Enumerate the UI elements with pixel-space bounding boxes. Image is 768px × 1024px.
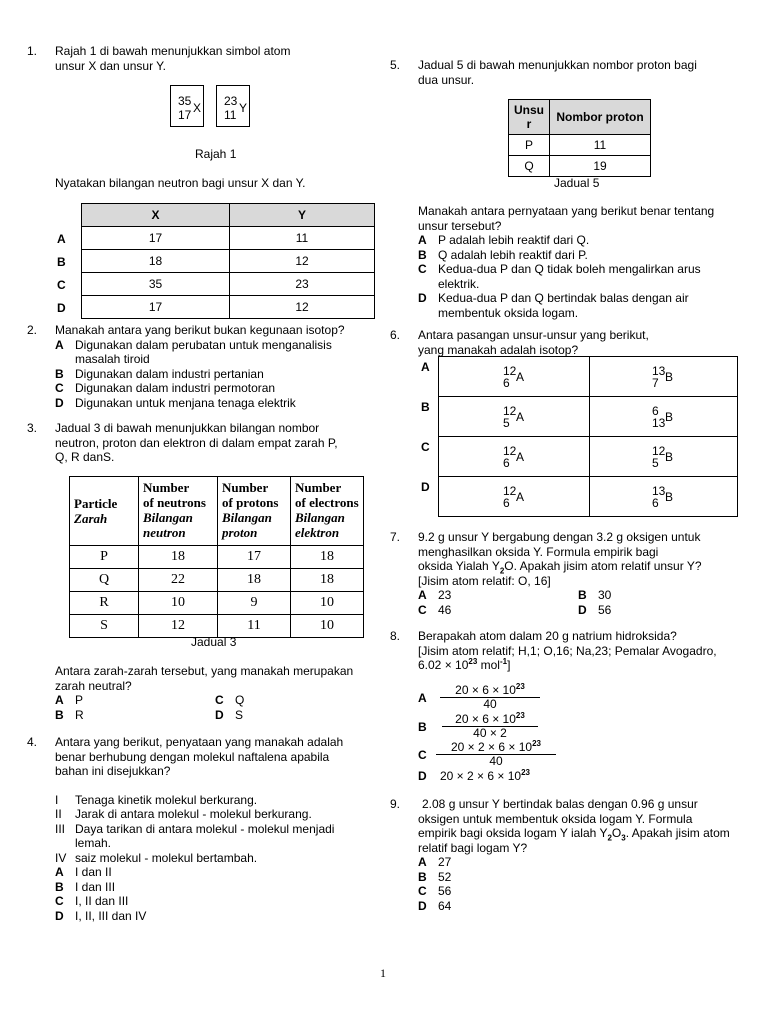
question-text: unsur X dan unsur Y. [55, 58, 166, 73]
question-text: Jadual 5 di bawah menunjukkan nombor proton bagi [418, 58, 697, 72]
question-text: Jadual 3 di bawah menunjukkan bilangan nombor [55, 421, 320, 435]
option-label: B [418, 720, 427, 734]
table-header: Nombor proton [550, 100, 651, 135]
question-text: Nyatakan bilangan neutron bagi unsur X dan Y. [55, 176, 306, 190]
option: B Q adalah lebih reaktif dari P. [418, 247, 588, 262]
question-text: oksigen untuk membentuk oksida logam Y. Formula [418, 811, 693, 826]
statement: I Tenaga kinetik molekul berkurang. [55, 792, 258, 807]
question-6 [390, 328, 750, 520]
option-continuation: elektrik. [438, 276, 480, 291]
question-text: Manakah antara yang berikut bukan kegunaan isotop? [55, 323, 345, 337]
question-text: Manakah antara pernyataan yang berikut benar tentang [418, 204, 715, 218]
table-row: 35 23 [82, 273, 375, 296]
question-text: benar berhubung dengan molekul naftalena apabila [55, 749, 330, 764]
question-number: 2. [27, 323, 38, 337]
question-text: 2.08 g unsur Y bertindak balas dengan 0.96 g unsur [422, 797, 698, 811]
option-continuation: membentuk oksida logam. [438, 305, 579, 320]
table-row: 17 12 [82, 296, 375, 319]
table-header: Number of protons Bilangan proton [218, 477, 291, 546]
numerator: $20 \times 6 \times 10^{23}$ [440, 684, 540, 698]
question-text: Rajah 1 di bawah menunjukkan simbol atom [55, 44, 291, 58]
table-row: Q 19 [509, 156, 651, 177]
statement: II Jarak di antara molekul - molekul berkurang. [55, 807, 312, 821]
question-number: 7. [390, 530, 401, 544]
question-text: oksida Yialah $Y_2O$. Apakah jisim atom relatif unsur Y? [418, 559, 702, 576]
option: D Kedua-dua P dan Q bertindak balas dengan air [418, 291, 689, 305]
fraction [440, 684, 540, 711]
question-text: Antara zarah-zarah tersebut, yang manakah merupakan [55, 664, 354, 678]
question-number: 3. [27, 421, 38, 435]
option: B I dan III [55, 879, 116, 894]
option: A Digunakan dalam perubatan untuk menganalisis [55, 337, 332, 352]
question-text: dua unsur. [418, 72, 475, 87]
option: A I dan II [55, 865, 112, 879]
particle-table [69, 476, 364, 638]
question-text: yang manakah adalah isotop? [418, 342, 579, 357]
option-label: C [421, 440, 430, 454]
question-8 [390, 629, 750, 785]
question-text: relatif bagi logam Y? [418, 840, 528, 855]
table-row: 12 5 A 6 13 B [439, 397, 738, 437]
question-number: 6. [390, 328, 401, 342]
table-row: P 18 17 18 [70, 546, 364, 569]
question-text: zarah neutral? [55, 678, 132, 693]
option-row: A P C Q [55, 693, 245, 707]
question-number: 9. [390, 797, 401, 811]
option: B Digunakan dalam industri pertanian [55, 366, 264, 381]
table-caption: Jadual 3 [191, 635, 237, 649]
numerator: $20 \times 6 \times 10^{23}$ [442, 713, 538, 727]
question-number: 1. [27, 44, 38, 58]
figure-caption: Rajah 1 [195, 147, 237, 161]
question-text: bahan ini disejukkan? [55, 764, 171, 778]
denominator: 40 × 2 [473, 726, 507, 740]
table-header: Y [230, 204, 375, 227]
table-row: 12 6 A 13 6 B [439, 477, 738, 517]
option-label: A [418, 691, 427, 705]
option-continuation: masalah tiroid [75, 352, 150, 366]
question-text: unsur tersebut? [418, 218, 502, 233]
question-number: 8. [390, 629, 401, 643]
option: A P adalah lebih reaktif dari Q. [418, 233, 590, 247]
proton-table [508, 99, 651, 177]
question-text: neutron, proton dan elektron di dalam empat zarah P, [55, 435, 338, 450]
question-number: 4. [27, 735, 38, 749]
table-row: S 12 11 10 [70, 615, 364, 638]
option-row: B R D S [55, 707, 244, 722]
answer-table [81, 203, 375, 319]
table-row: 17 11 [82, 227, 375, 250]
table-row: Q 22 18 18 [70, 569, 364, 592]
table-header: Particle Zarah [70, 477, 139, 546]
option-row: C 46 D 56 [418, 602, 612, 617]
option: B 52 [418, 869, 452, 884]
statement: III Daya tarikan di antara molekul - molekul menjadi [55, 821, 335, 836]
option-label: B [57, 255, 66, 269]
question-text: Antara yang berikut, penyataan yang manakah adalah [55, 735, 344, 749]
isotope-table [438, 356, 738, 517]
numerator: $20 \times 2 \times 6 \times 10^{23}$ [436, 741, 556, 755]
option-label: C [57, 278, 66, 292]
question-text: empirik bagi oksida logam Y ialah $Y_2O_3$. Apakah jisim atom [418, 826, 730, 843]
option: C Kedua-dua P dan Q tidak boleh mengalirkan arus [418, 262, 701, 276]
question-text: menghasilkan oksida Y. Formula empirik bagi [418, 544, 659, 559]
table-row: P 11 [509, 135, 651, 156]
atom-symbol-x: 35 17 X [170, 85, 204, 127]
denominator: 40 [489, 754, 503, 768]
option-label: B [421, 400, 430, 414]
option: D Digunakan untuk menjana tenaga elektrik [55, 395, 296, 410]
table-row: 12 6 A 13 7 B [439, 357, 738, 397]
question-text: $6.02 \times 10^{23}$ mol$^{-1}$] [418, 657, 511, 672]
table-header: X [82, 204, 230, 227]
statement-continuation: lemah. [75, 836, 112, 850]
option-label: A [57, 232, 66, 246]
option-label: C [418, 748, 427, 762]
question-text: 9.2 g unsur Y bergabung dengan 3.2 g oksigen untuk [418, 530, 701, 544]
option-label: A [421, 360, 430, 374]
fraction [436, 741, 556, 768]
question-5 [390, 58, 750, 320]
table-row: 12 6 A 12 5 B [439, 437, 738, 477]
option: D I, II, III dan IV [55, 908, 147, 923]
table-caption: Jadual 5 [554, 176, 600, 190]
statement: IV saiz molekul - molekul bertambah. [55, 850, 258, 865]
question-text: Antara pasangan unsur-unsur yang berikut, [418, 328, 649, 342]
table-header: Number of electrons Bilangan elektron [291, 477, 364, 546]
table-row: 18 12 [82, 250, 375, 273]
question-number: 5. [390, 58, 401, 72]
option: C Digunakan dalam industri permotoran [55, 381, 276, 395]
question-text: [Jisim atom relatif: O, 16] [418, 573, 551, 588]
table-header: Unsu r [509, 100, 550, 135]
denominator: 40 [483, 697, 497, 711]
option: D 64 [418, 898, 452, 913]
question-text: [Jisim atom relatif; H,1; O,16; Na,23; Pemalar Avogadro, [418, 643, 717, 658]
table-header: Number of neutrons Bilangan neutron [139, 477, 218, 546]
option: C 56 [418, 884, 452, 898]
question-1 [27, 44, 377, 314]
option-text: $20 \times 2 \times 6 \times 10^{23}$ [440, 768, 530, 783]
option-label: D [421, 480, 430, 494]
option-label: D [57, 301, 66, 315]
option-row: A 23 B 30 [418, 588, 612, 602]
question-text: Berapakah atom dalam 20 g natrium hidroksida? [418, 629, 677, 643]
table-row: R 10 9 10 [70, 592, 364, 615]
question-3 [27, 421, 377, 721]
fraction [442, 713, 538, 740]
question-text: Q, R danS. [55, 450, 115, 464]
option-label: D [418, 769, 427, 783]
atom-symbol-y: 23 11 Y [216, 85, 250, 127]
option: C I, II dan III [55, 894, 129, 908]
page-number: 1 [380, 966, 386, 980]
option: A 27 [418, 855, 452, 869]
